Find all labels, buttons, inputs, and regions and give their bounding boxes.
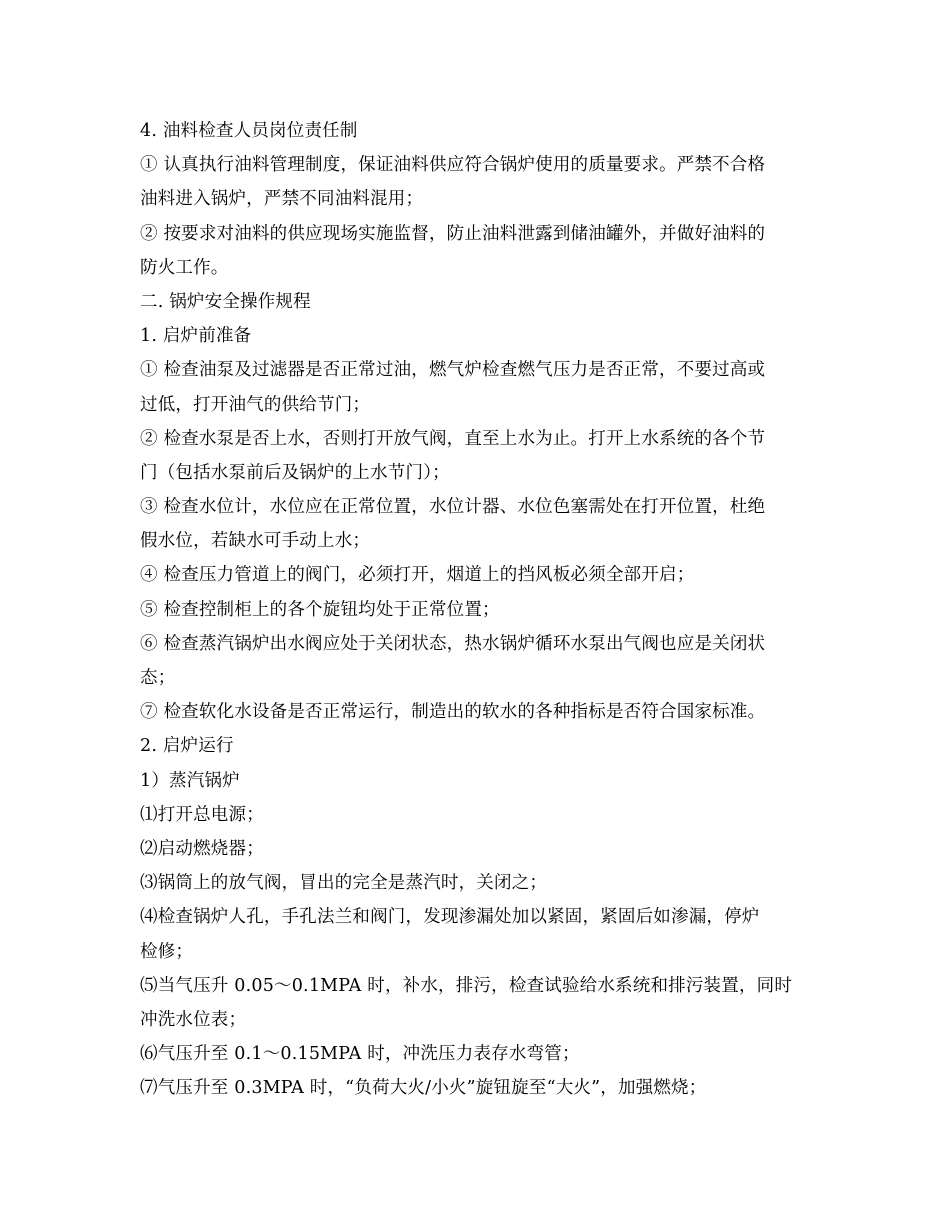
paragraph-line: ② 检查水泵是否上水，否则打开放气阀，直至上水为止。打开上水系统的各个节	[140, 428, 766, 449]
paragraph-line: ⑺气压升至 0.3MPA 时，“负荷大火/小火”旋钮旋至“大火”，加强燃烧；	[140, 1078, 707, 1099]
paragraph-line: 冲洗水位表；	[140, 1009, 247, 1030]
paragraph-line: ⑸当气压升 0.05～0.1MPA 时，补水，排污，检查试验给水系统和排污装置，同时	[140, 975, 793, 996]
paragraph-line: ⑦ 检查软化水设备是否正常运行，制造出的软水的各种指标是否符合国家标准。	[140, 702, 766, 723]
document-page	[140, 114, 812, 1105]
paragraph-line: ⑴打开总电源；	[140, 804, 264, 825]
paragraph-line: ④ 检查压力管道上的阀门，必须打开，烟道上的挡风板必须全部开启；	[140, 565, 695, 586]
paragraph-line: ⑥ 检查蒸汽锅炉出水阀应处于关闭状态，热水锅炉循环水泵出气阀也应是关闭状	[140, 633, 766, 654]
paragraph-line: 假水位，若缺水可手动上水；	[140, 531, 371, 552]
heading-pre-start-preparation: 1. 启炉前准备	[140, 326, 252, 347]
paragraph-line: ② 按要求对油料的供应现场实施监督，防止油料泄露到储油罐外，并做好油料的	[140, 223, 766, 244]
paragraph-line: ⑤ 检查控制柜上的各个旋钮均处于正常位置；	[140, 599, 500, 620]
paragraph-line: ③ 检查水位计，水位应在正常位置，水位计器、水位色塞需处在打开位置，杜绝	[140, 497, 766, 518]
paragraph-line: ① 认真执行油料管理制度，保证油料供应符合锅炉使用的质量要求。严禁不合格	[140, 155, 766, 176]
paragraph-line: 门（包括水泵前后及锅炉的上水节门）；	[140, 462, 450, 483]
subheading-steam-boiler: 1）蒸汽锅炉	[140, 770, 240, 791]
heading-start-operation: 2. 启炉运行	[140, 736, 234, 757]
paragraph-line: 油料进入锅炉，严禁不同油料混用；	[140, 189, 424, 210]
heading-boiler-safety-rules: 二. 锅炉安全操作规程	[140, 291, 311, 312]
paragraph-line: ⑷检查锅炉人孔，手孔法兰和阀门，发现渗漏处加以紧固，紧固后如渗漏，停炉	[140, 907, 760, 928]
paragraph-line: 防火工作。	[140, 257, 229, 278]
heading-oil-inspector-duty: 4. 油料检查人员岗位责任制	[140, 121, 358, 141]
paragraph-line: 过低，打开油气的供给节门；	[140, 394, 371, 415]
paragraph-line: 态；	[140, 668, 176, 688]
paragraph-line: ⑵启动燃烧器；	[140, 838, 264, 859]
paragraph-line: 检修；	[140, 941, 194, 962]
paragraph-line: ⑹气压升至 0.1～0.15MPA 时，冲洗压力表存水弯管；	[140, 1044, 580, 1065]
paragraph-line: ① 检查油泵及过滤器是否正常过油，燃气炉检查燃气压力是否正常，不要过高或	[140, 360, 766, 381]
paragraph-line: ⑶锅筒上的放气阀，冒出的完全是蒸汽时，关闭之；	[140, 873, 548, 894]
